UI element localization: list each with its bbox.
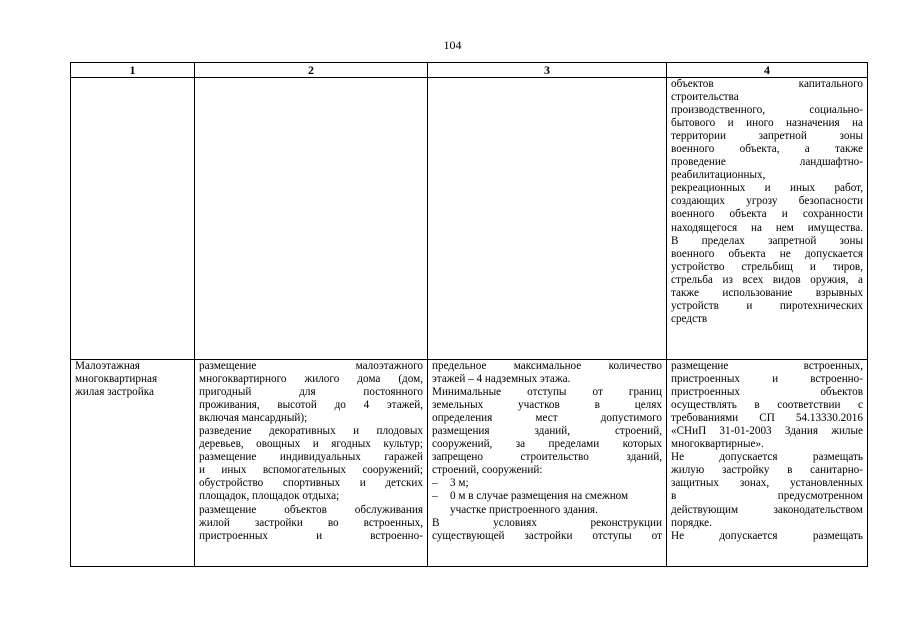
document-table [70,62,868,567]
text-line: включая мансардный); [199,412,308,425]
text-line: определения мест допустимого [432,412,662,425]
text-line: предельное максимальное количество [432,360,662,372]
text-line: пристроенных и встроенно- [199,529,423,542]
text-line: площадок, площадок отдыха; [199,490,340,503]
text-line: проведение ландшафтно- [671,156,863,169]
text-line: создающих угрозу безопасности [671,195,863,208]
text-line: защитных зонах, установленных [671,477,863,490]
text-line: военного объекта, а также [671,143,863,156]
header-row [71,63,868,78]
text-line: жилая застройка [75,386,154,399]
text-line: производственного, социально- [671,104,863,117]
text-line: земельных участков в целях [432,399,662,412]
text-line: пристроенных объектов [671,386,863,399]
text-line: деревьев, овощных и ягодных культур; [199,438,423,451]
text-line: и иных вспомогательных сооружений; [199,464,423,477]
table-row [71,78,868,360]
text-line: многоквартирного жилого дома (дом, [199,373,423,386]
text-line: пригодный для постоянного [199,386,423,399]
text-line: стрельба из всех видов оружия, а [671,273,863,286]
text-line: в предусмотренном [671,490,863,503]
cell-restrictions [667,360,868,567]
list-dash: – [432,490,438,503]
table-row [71,360,868,567]
text-line: многоквартирная [75,373,158,386]
text-line: существующей застройки отступы от [432,529,662,542]
text-line: устройств и пиротехнических [671,299,863,312]
text-line: размещение объектов обслуживания [199,503,423,516]
text-line: сооружений, за пределами которых [432,438,662,451]
text-line: жилой застройки во встроенных, [199,516,423,529]
cell-parameters [428,360,667,567]
cell-r1-c4 [667,78,868,360]
text-line: пристроенных и встроенно- [671,373,863,386]
text-line: средств [671,312,708,325]
text-line: участке пристроенного здания. [450,503,598,516]
text-line: размещение встроенных, [671,360,863,372]
header-col-4: 4 [667,63,868,78]
text-line: рекреационных и иных работ, [671,182,863,195]
text-line: также использование взрывных [671,286,863,299]
cell-zone-name [71,360,195,567]
cell-permitted-uses [195,360,428,567]
text-line: разведение декоративных и плодовых [199,425,423,438]
text-line: строительства [671,91,739,104]
header-col-2: 2 [195,63,428,78]
text-line: объектов капитального [671,78,863,90]
text-line: размещения зданий, строений, [432,425,662,438]
text-line: Малоэтажная [75,360,140,372]
list-item-text: 0 м в случае размещения на смежном [450,490,629,503]
text-line: обустройство спортивных и детских [199,477,423,490]
text-line: «СНиП 31-01-2003 Здания жилые [671,425,863,438]
text-line: военного объекта не допускается [671,247,863,260]
text-line [432,477,662,490]
text-line [432,490,662,503]
text-line: Минимальные отступы от границ [432,386,662,399]
text-line: находящегося на нем имущества. [671,221,863,234]
text-line: многоквартирные». [671,438,764,451]
header-col-1: 1 [71,63,195,78]
text-line: В условиях реконструкции [432,516,662,529]
list-item-text: 3 м; [450,477,469,490]
text-line: запрещено строительство зданий, [432,451,662,464]
text-line: военного объекта и сохранности [671,208,863,221]
text-line: бытового и иного назначения на [671,117,863,130]
list-dash: – [432,477,438,490]
page-number: 104 [443,38,462,52]
text-line: осуществлять в соответствии с [671,399,863,412]
text-line: требованиями СП 54.13330.2016 [671,412,863,425]
text-line: строений, сооружений: [432,464,543,477]
text-line: порядке. [671,516,712,529]
cell-r1-c3 [428,78,667,360]
cell-r1-c1 [71,78,195,360]
text-line: проживания, высотой до 4 этажей, [199,399,423,412]
text-line: размещение индивидуальных гаражей [199,451,423,464]
text-line: В пределах запретной зоны [671,234,863,247]
header-col-3: 3 [428,63,667,78]
text-line: устройство стрельбищ и тиров, [671,260,863,273]
text-line: размещение малоэтажного [199,360,423,372]
text-line: действующим законодательством [671,503,863,516]
text-line: этажей – 4 надземных этажа. [432,373,571,386]
text-line: Не допускается размещать [671,529,863,542]
text-line: Не допускается размещать [671,451,863,464]
cell-r1-c2 [195,78,428,360]
text-line: реабилитационных, [671,169,766,182]
text-line: жилую застройку в санитарно- [671,464,863,477]
text-line: территории запретной зоны [671,130,863,143]
